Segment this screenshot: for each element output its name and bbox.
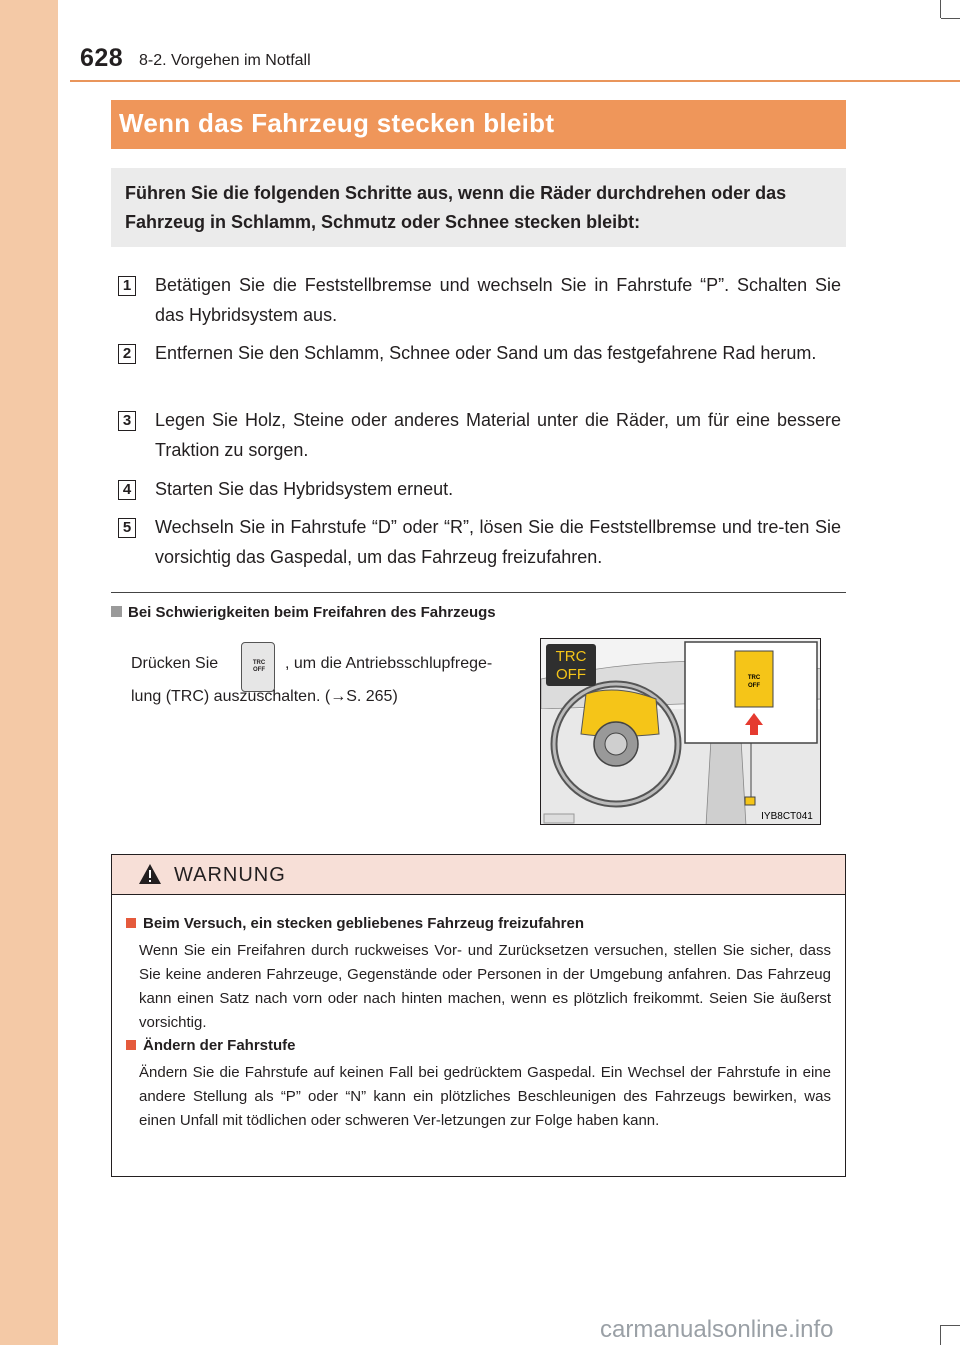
header-rule: [70, 80, 960, 82]
subsection-heading-text: Bei Schwierigkeiten beim Freifahren des Fahrzeugs: [128, 604, 496, 621]
step-text: Wechseln Sie in Fahrstufe “D” oder “R”, lösen Sie die Feststellbremse und tre-ten Sie vorsichtig das Gaspedal, um das Fahrzeug freizufahren.: [155, 517, 841, 567]
bullet-square-icon: [126, 918, 136, 928]
step-number: 4: [118, 480, 136, 500]
step-text: Entfernen Sie den Schlamm, Schnee oder Sand um das festgefahrene Rad herum.: [155, 343, 817, 363]
dashboard-illustration: [541, 639, 821, 825]
warning-item-text: Wenn Sie ein Freifahren durch ruckweises Vor- und Zurücksetzen versuchen, stellen Sie sicher, dass Sie keine anderen Fahrzeuge, Gegenstände oder Personen in der Umgebung anfahren. Das Fahrzeug kann einen Satz nach vorn oder nach hinten machen, wenn es plötzlich freikommt. Seien Sie äußerst vorsichtig.: [139, 942, 831, 1031]
trc-text-after: , um die Antriebsschlupfrege-: [285, 655, 493, 672]
trc-off-button-label: TRC OFF: [252, 660, 266, 673]
warning-item-heading: [126, 915, 584, 932]
crop-mark: [941, 1325, 960, 1326]
step-number: 1: [118, 276, 136, 296]
section-title-bar: [111, 100, 846, 149]
step-text: Starten Sie das Hybridsystem erneut.: [155, 479, 454, 499]
switch-label: OFF: [748, 683, 760, 689]
warning-title: WARNUNG: [174, 864, 286, 886]
page-number: 628: [80, 44, 124, 72]
step-text: Legen Sie Holz, Steine oder anderes Material unter die Räder, um für eine bessere Traktion zu sorgen.: [155, 410, 841, 460]
intro-text: Führen Sie die folgenden Schritte aus, wenn die Räder durchdrehen oder das Fahrzeug in Schlamm, Schmutz oder Schnee stecken bleibt:: [125, 183, 787, 232]
bullet-square-icon: [126, 1040, 136, 1050]
trc-indicator-text: TRC: [555, 648, 587, 665]
warning-item-text: Ändern Sie die Fahrstufe auf keinen Fall bei gedrücktem Gaspedal. Ein Wechsel der Fahrstufe in eine andere Stellung als “P” oder “N” kann ein plötzliches Beschleunigen des Fahrzeugs bewirken, was einen Unfall mit tödlichen oder schweren Ver-letzungen zur Folge haben kann.: [139, 1064, 831, 1129]
warning-item-heading-text: Ändern der Fahrstufe: [143, 1037, 296, 1054]
figure-code: IYB8CT041: [761, 811, 813, 822]
footer-watermark: carmanualsonline.info: [600, 1316, 834, 1343]
crop-mark: [941, 18, 960, 19]
section-title: Wenn das Fahrzeug stecken bleibt: [119, 108, 555, 138]
left-margin-band: [0, 0, 58, 1345]
trc-text-before: Drücken Sie: [131, 655, 219, 672]
warning-header: [112, 855, 845, 895]
step-number: 5: [118, 518, 136, 538]
chapter-title: 8-2. Vorgehen im Notfall: [139, 52, 311, 69]
dashboard-figure: [540, 638, 821, 825]
step-text: Betätigen Sie die Feststellbremse und wechseln Sie in Fahrstufe “P”. Schalten Sie das Hybridsystem aus.: [155, 275, 841, 325]
warning-triangle-icon: [138, 863, 162, 885]
crop-mark: [940, 1325, 941, 1345]
trc-text-line2: lung (TRC) auszuschalten. (→S. 265): [131, 688, 398, 705]
step-number: 2: [118, 344, 136, 364]
switch-label: TRC: [747, 675, 761, 681]
warning-item-heading-text: Beim Versuch, ein stecken gebliebenes Fahrzeug freizufahren: [143, 915, 584, 932]
warning-item-heading: [126, 1037, 296, 1054]
intro-box: [111, 168, 846, 247]
section-divider: [111, 592, 846, 593]
warning-box: [111, 854, 846, 1177]
trc-indicator-text: OFF: [556, 666, 586, 683]
step-number: 3: [118, 411, 136, 431]
trc-off-button-icon: [241, 642, 275, 692]
crop-mark: [940, 0, 941, 18]
bullet-square-icon: [111, 606, 122, 617]
subsection-heading: [111, 604, 496, 621]
